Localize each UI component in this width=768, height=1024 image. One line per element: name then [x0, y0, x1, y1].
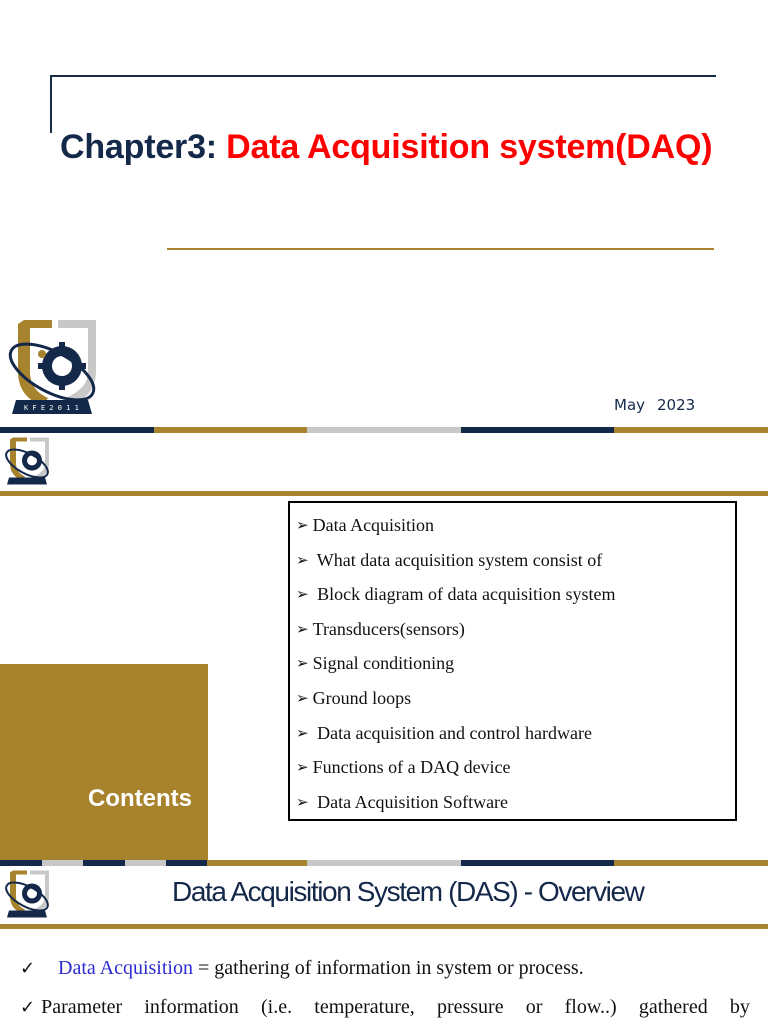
slide2-footer-stripe [0, 860, 768, 866]
title-frame-left [50, 75, 52, 133]
arrow-bullet-icon: ➢ [296, 516, 309, 534]
arrow-bullet-icon: ➢ [296, 654, 309, 673]
arrow-bullet-icon: ➢ [296, 550, 309, 569]
date-month: May [614, 396, 646, 414]
list-item: ➢ Signal conditioning [296, 653, 455, 674]
arrow-bullet-icon: ➢ [296, 619, 309, 638]
slide2-logo [2, 434, 52, 490]
definition-text: = gathering of information in system or process. [192, 957, 584, 979]
list-item: ➢ What data acquisition system consist of [296, 549, 603, 570]
contents-panel [0, 664, 208, 860]
contents-heading: Contents [88, 785, 192, 812]
overview-point-2: ✓ Parameter information (i.e. temperature, pressure or flow..) gathered by [20, 996, 750, 1018]
arrow-bullet-icon: ➢ [296, 585, 309, 604]
list-item: ➢ Data Acquisition Software [296, 791, 509, 812]
list-item: ➢ Functions of a DAQ device [296, 757, 511, 778]
contents-list [288, 501, 737, 821]
list-item: ➢ Block diagram of data acquisition system [296, 584, 616, 605]
slide3-header-line [0, 924, 768, 929]
list-item: ➢ Data Acquisition [296, 515, 435, 535]
date-year: 2023 [657, 396, 696, 414]
list-item: ➢ Transducers(sensors) [296, 618, 465, 639]
title-frame-top [50, 75, 716, 77]
slide3-logo [2, 867, 52, 923]
chapter-title [60, 128, 712, 167]
list-item: ➢ Ground loops [296, 687, 412, 708]
overview-point-1 [20, 957, 584, 980]
slide1-footer-stripe [0, 427, 768, 433]
checkmark-icon: ✓ [20, 958, 36, 979]
chapter-title-main: Data Acquisition system(DAQ) [226, 128, 713, 166]
svg-text:K F E 2 0 1 1: K F E 2 0 1 1 [24, 404, 79, 412]
slide3-title: Data Acquisition System (DAS) - Overview [172, 876, 644, 907]
arrow-bullet-icon: ➢ [296, 688, 309, 707]
chapter-number: Chapter3: [60, 128, 217, 166]
arrow-bullet-icon: ➢ [296, 758, 309, 777]
list-item: ➢ Data acquisition and control hardware [296, 722, 592, 743]
defined-term: Data Acquisition [58, 957, 193, 979]
title-underline [167, 248, 714, 250]
presentation-date [614, 396, 695, 414]
slide2-header-line [0, 491, 768, 496]
arrow-bullet-icon: ➢ [296, 723, 309, 742]
checkmark-icon: ✓ [20, 997, 36, 1018]
university-logo [2, 314, 102, 424]
arrow-bullet-icon: ➢ [296, 792, 309, 811]
